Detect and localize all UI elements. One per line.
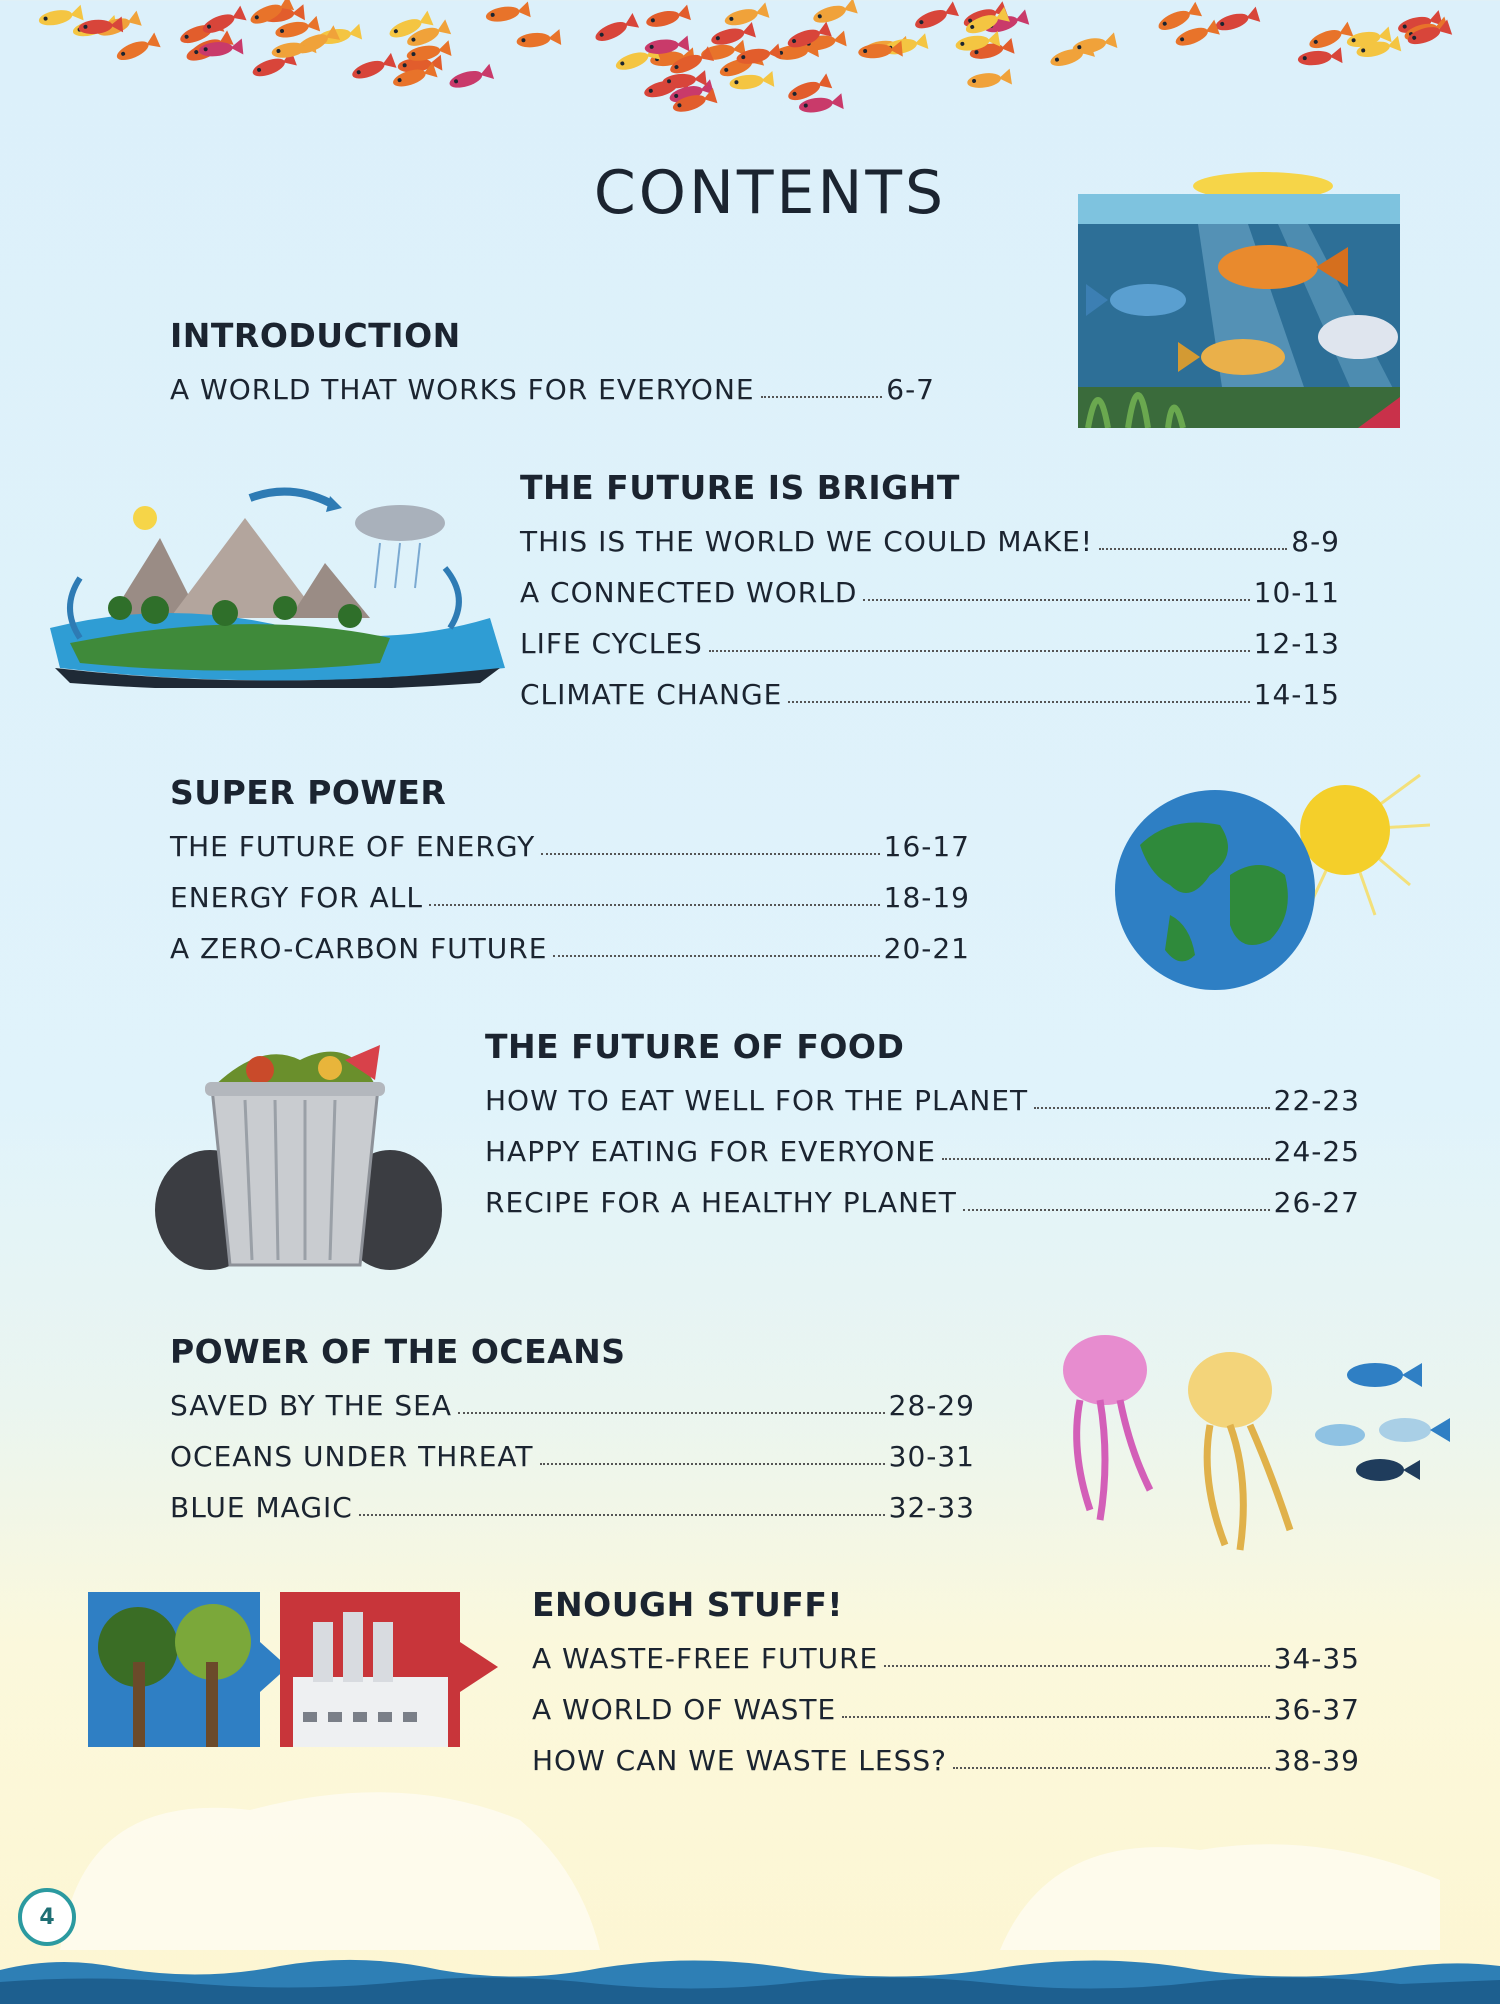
dot-leader <box>884 1665 1269 1667</box>
entry-pages: 20-21 <box>883 932 970 965</box>
section-heading: ENOUGH STUFF! <box>532 1585 843 1624</box>
dot-leader <box>963 1209 1270 1211</box>
fish-icon <box>1307 22 1354 53</box>
toc-entry[interactable] <box>485 1174 1360 1225</box>
section-heading: THE FUTURE OF FOOD <box>485 1027 905 1066</box>
food-waste-bin-illustration <box>150 1040 445 1275</box>
entry-label: LIFE CYCLES <box>520 627 703 660</box>
entry-pages: 32-33 <box>888 1491 975 1524</box>
toc-entry[interactable] <box>485 1123 1360 1174</box>
dot-leader <box>953 1767 1270 1769</box>
jellyfish-and-fish-illustration <box>1050 1330 1490 1560</box>
entry-pages: 28-29 <box>888 1389 975 1422</box>
dot-leader <box>709 650 1250 652</box>
toc-entry[interactable] <box>532 1681 1360 1732</box>
fish-icon <box>350 53 397 83</box>
section-heading: SUPER POWER <box>170 773 447 812</box>
entry-label: HOW TO EAT WELL FOR THE PLANET <box>485 1084 1029 1117</box>
entry-pages: 12-13 <box>1253 627 1340 660</box>
entry-pages: 22-23 <box>1273 1084 1360 1117</box>
entry-pages: 18-19 <box>883 881 970 914</box>
ice-and-water-illustration <box>0 1770 1500 2004</box>
toc-entry[interactable] <box>520 615 1340 666</box>
toc-entry[interactable] <box>520 513 1340 564</box>
dot-leader <box>458 1412 885 1414</box>
entry-label: RECIPE FOR A HEALTHY PLANET <box>485 1186 957 1219</box>
entry-label: ENERGY FOR ALL <box>170 881 423 914</box>
entry-label: THIS IS THE WORLD WE COULD MAKE! <box>520 525 1094 558</box>
dot-leader <box>942 1158 1270 1160</box>
entry-label: BLUE MAGIC <box>170 1491 353 1524</box>
dot-leader <box>541 853 879 855</box>
earth-and-sun-illustration <box>1110 765 1430 995</box>
page-number-badge: 4 <box>18 1888 76 1946</box>
section-future-of-food <box>485 1022 1360 1225</box>
fish-icon <box>485 1 531 25</box>
entry-pages: 24-25 <box>1273 1135 1360 1168</box>
entry-label: A WASTE-FREE FUTURE <box>532 1642 879 1675</box>
toc-entry[interactable] <box>520 666 1340 717</box>
dot-leader <box>1099 548 1287 550</box>
toc-entry[interactable] <box>532 1732 1360 1783</box>
entry-pages: 38-39 <box>1273 1744 1360 1777</box>
section-enough-stuff <box>532 1580 1360 1783</box>
underwater-scene-illustration <box>1078 172 1400 428</box>
dot-leader <box>359 1514 885 1516</box>
fish-icon <box>811 0 858 27</box>
toc-entry[interactable] <box>170 1428 975 1479</box>
entry-label: A WORLD THAT WORKS FOR EVERYONE <box>170 373 755 406</box>
fish-icon <box>912 1 959 33</box>
entry-label: THE FUTURE OF ENERGY <box>170 830 536 863</box>
entry-pages: 34-35 <box>1273 1642 1360 1675</box>
page-title: CONTENTS <box>593 158 947 228</box>
section-introduction <box>170 311 935 412</box>
dot-leader <box>761 396 883 398</box>
fish-icon <box>1297 47 1342 68</box>
toc-entry[interactable] <box>532 1630 1360 1681</box>
toc-entry[interactable] <box>170 818 970 869</box>
toc-entry[interactable] <box>170 920 970 971</box>
dot-leader <box>540 1463 885 1465</box>
entry-pages: 8-9 <box>1291 525 1340 558</box>
fish-icon <box>114 33 161 65</box>
water-cycle-island-illustration <box>50 478 505 688</box>
section-super-power <box>170 768 970 971</box>
entry-label: CLIMATE CHANGE <box>520 678 783 711</box>
entry-label: A WORLD OF WASTE <box>532 1693 837 1726</box>
entry-label: HAPPY EATING FOR EVERYONE <box>485 1135 936 1168</box>
entry-pages: 10-11 <box>1253 576 1340 609</box>
fish-icon <box>966 69 1012 91</box>
fish-icon <box>516 29 562 50</box>
dot-leader <box>842 1716 1269 1718</box>
dot-leader <box>429 904 880 906</box>
dot-leader <box>553 955 879 957</box>
entry-pages: 30-31 <box>888 1440 975 1473</box>
dot-leader <box>788 701 1249 703</box>
entry-label: OCEANS UNDER THREAT <box>170 1440 534 1473</box>
dot-leader <box>1034 1107 1269 1109</box>
toc-entry[interactable] <box>170 1377 975 1428</box>
toc-entry[interactable] <box>170 869 970 920</box>
fish-icon <box>37 5 83 29</box>
toc-entry[interactable] <box>170 1479 975 1530</box>
fish-icon <box>1214 7 1261 35</box>
section-power-of-the-oceans <box>170 1327 975 1530</box>
fish-icon <box>447 64 494 92</box>
toc-entry[interactable] <box>485 1072 1360 1123</box>
fish-icon <box>723 2 770 29</box>
section-heading: THE FUTURE IS BRIGHT <box>520 468 960 507</box>
entry-pages: 14-15 <box>1253 678 1340 711</box>
trees-to-factory-illustration <box>88 1592 498 1747</box>
dot-leader <box>863 599 1249 601</box>
fish-icon <box>592 13 639 46</box>
entry-pages: 6-7 <box>886 373 935 406</box>
entry-label: HOW CAN WE WASTE LESS? <box>532 1744 947 1777</box>
toc-entry[interactable] <box>170 361 935 412</box>
entry-label: SAVED BY THE SEA <box>170 1389 453 1422</box>
fish-school-illustration <box>0 0 1500 135</box>
fish-icon <box>709 22 756 49</box>
section-future-is-bright <box>520 463 1340 717</box>
entry-pages: 16-17 <box>883 830 970 863</box>
section-heading: POWER OF THE OCEANS <box>170 1332 626 1371</box>
entry-label: A CONNECTED WORLD <box>520 576 858 609</box>
section-heading: INTRODUCTION <box>170 316 461 355</box>
fish-icon <box>644 5 691 31</box>
entry-label: A ZERO-CARBON FUTURE <box>170 932 548 965</box>
entry-pages: 26-27 <box>1273 1186 1360 1219</box>
toc-entry[interactable] <box>520 564 1340 615</box>
entry-pages: 36-37 <box>1273 1693 1360 1726</box>
